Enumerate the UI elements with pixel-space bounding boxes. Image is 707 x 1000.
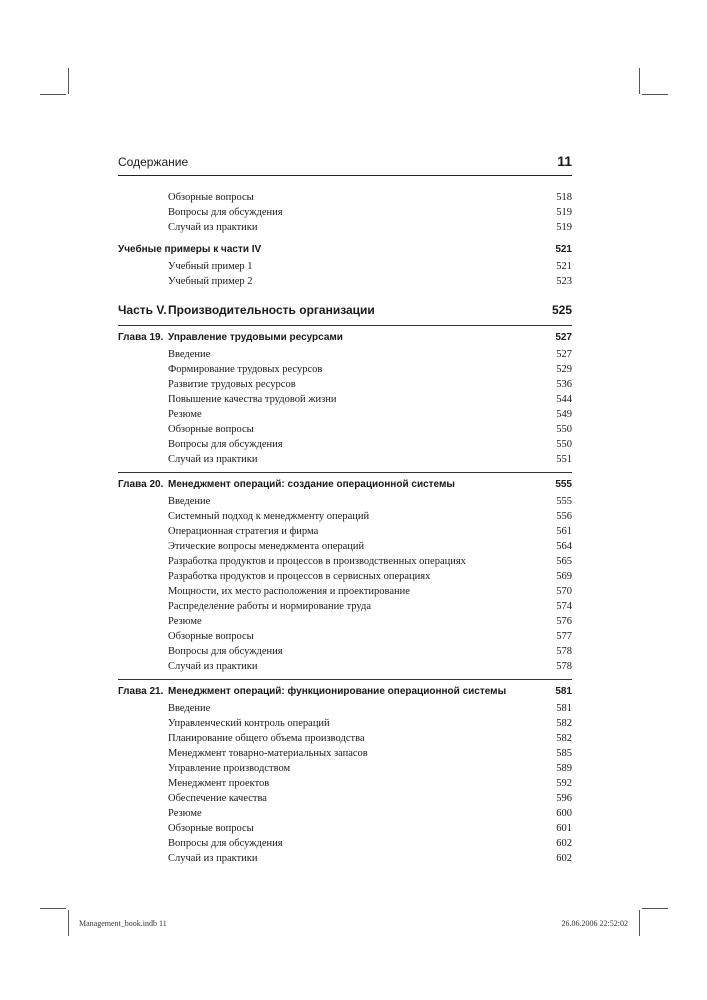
entry-page: 523 [556, 276, 572, 287]
part-page: 525 [551, 303, 572, 317]
entry-title: Резюме [168, 409, 202, 420]
toc-entry[interactable] [118, 644, 572, 659]
toc-entry[interactable] [118, 851, 572, 866]
chapter-heading[interactable] [118, 683, 572, 701]
toc-entry[interactable] [118, 274, 572, 289]
entry-title: Случай из практики [168, 454, 258, 465]
entry-page: 550 [556, 439, 572, 450]
entry-page: 602 [556, 838, 572, 849]
entry-title: Управление производством [168, 763, 291, 774]
running-header [118, 153, 572, 173]
entry-title: Введение [168, 703, 211, 714]
header-page-number: 11 [557, 153, 572, 169]
chapter-heading[interactable] [118, 329, 572, 347]
entry-page: 536 [556, 379, 572, 390]
toc-entry[interactable] [118, 821, 572, 836]
entry-title: Развитие трудовых ресурсов [168, 379, 296, 390]
entry-title: Менеджмент товарно-материальных запасов [168, 748, 368, 759]
toc-entry[interactable] [118, 205, 572, 220]
chapter-page: 581 [555, 686, 572, 697]
header-title: Содержание [118, 155, 189, 169]
toc-entry[interactable] [118, 377, 572, 392]
entry-page: 578 [556, 661, 572, 672]
entry-page: 549 [556, 409, 572, 420]
crop-mark-bottom-left-h [40, 908, 66, 909]
crop-mark-top-left [68, 68, 69, 94]
crop-mark-top-right [639, 68, 640, 94]
entry-page: 600 [556, 808, 572, 819]
toc-entry[interactable] [118, 746, 572, 761]
entry-title: Учебный пример 2 [168, 276, 253, 287]
entry-page: 564 [556, 541, 572, 552]
entry-title: Распределение работы и нормирование труда [168, 601, 372, 612]
footer-file: Management_book.indb 11 [79, 919, 167, 928]
entry-title: Этические вопросы менеджмента операций [168, 541, 365, 552]
toc-entry[interactable] [118, 701, 572, 716]
entry-title: Системный подход к менеджменту операций [168, 511, 370, 522]
toc-entry[interactable] [118, 554, 572, 569]
toc-entry[interactable] [118, 524, 572, 539]
toc-entry[interactable] [118, 437, 572, 452]
toc-entry[interactable] [118, 836, 572, 851]
entry-page: 565 [556, 556, 572, 567]
toc-entry[interactable] [118, 362, 572, 377]
toc-entry[interactable] [118, 806, 572, 821]
entry-title: Обзорные вопросы [168, 192, 254, 203]
entry-page: 576 [556, 616, 572, 627]
chapter-rule [118, 325, 572, 326]
toc-entry[interactable] [118, 584, 572, 599]
part-heading[interactable] [118, 300, 572, 320]
entry-page: 592 [556, 778, 572, 789]
toc-entry[interactable] [118, 791, 572, 806]
toc-entry[interactable] [118, 220, 572, 235]
toc-entry[interactable] [118, 629, 572, 644]
toc-entry[interactable] [118, 347, 572, 362]
entry-title: Вопросы для обсуждения [168, 207, 283, 218]
toc-entry[interactable] [118, 422, 572, 437]
crop-mark-bottom-left [68, 910, 69, 936]
toc-entry[interactable] [118, 494, 572, 509]
toc-entry[interactable] [118, 731, 572, 746]
chapter-prefix: Глава 19. [118, 332, 164, 343]
entry-title: Случай из практики [168, 853, 258, 864]
entry-page: 550 [556, 424, 572, 435]
section-page: 521 [555, 244, 572, 255]
entry-page: 518 [556, 192, 572, 203]
entry-title: Учебный пример 1 [168, 261, 253, 272]
toc-entry[interactable] [118, 569, 572, 584]
entry-title: Обеспечение качества [168, 793, 267, 804]
toc-entry[interactable] [118, 659, 572, 674]
chapter-prefix: Глава 21. [118, 686, 164, 697]
entry-title: Разработка продуктов и процессов в производственных операциях [168, 556, 466, 567]
entry-page: 519 [556, 222, 572, 233]
crop-mark-top-left-h [40, 94, 66, 95]
toc-entry[interactable] [118, 761, 572, 776]
chapter-page: 527 [555, 332, 572, 343]
entry-title: Случай из практики [168, 661, 258, 672]
chapter-rule [118, 679, 572, 680]
entry-title: Формирование трудовых ресурсов [168, 364, 323, 375]
entry-page: 555 [556, 496, 572, 507]
entry-title: Обзорные вопросы [168, 631, 254, 642]
chapter-title: Управление трудовыми ресурсами [168, 332, 343, 343]
chapter-prefix: Глава 20. [118, 479, 164, 490]
crop-mark-top-right-h [642, 94, 668, 95]
entry-title: Вопросы для обсуждения [168, 646, 283, 657]
entry-page: 556 [556, 511, 572, 522]
chapter-heading[interactable] [118, 476, 572, 494]
entry-page: 527 [556, 349, 572, 360]
entry-title: Обзорные вопросы [168, 823, 254, 834]
entry-title: Вопросы для обсуждения [168, 439, 283, 450]
table-of-contents [118, 190, 572, 866]
entry-page: 574 [556, 601, 572, 612]
toc-entry[interactable] [118, 190, 572, 205]
toc-entry[interactable] [118, 259, 572, 274]
entry-page: 551 [556, 454, 572, 465]
chapter-title: Менеджмент операций: функционирование операционной системы [168, 686, 507, 697]
entry-title: Введение [168, 349, 211, 360]
toc-entry[interactable] [118, 407, 572, 422]
entry-title: Резюме [168, 616, 202, 627]
toc-entry[interactable] [118, 776, 572, 791]
entry-page: 577 [556, 631, 572, 642]
entry-title: Повышение качества трудовой жизни [168, 394, 337, 405]
entry-page: 561 [556, 526, 572, 537]
entry-page: 582 [556, 733, 572, 744]
entry-title: Менеджмент проектов [168, 778, 270, 789]
entry-page: 521 [556, 261, 572, 272]
header-rule [118, 175, 572, 176]
toc-entry[interactable] [118, 509, 572, 524]
entry-page: 582 [556, 718, 572, 729]
entry-page: 601 [556, 823, 572, 834]
entry-title: Введение [168, 496, 211, 507]
crop-mark-bottom-right [639, 910, 640, 936]
toc-entry[interactable] [118, 392, 572, 407]
footer-timestamp: 26.06.2006 22:52:02 [561, 919, 628, 928]
section-title: Учебные примеры к части IV [118, 244, 262, 255]
toc-entry[interactable] [118, 716, 572, 731]
toc-entry[interactable] [118, 539, 572, 554]
entry-title: Планирование общего объема производства [168, 733, 365, 744]
entry-page: 589 [556, 763, 572, 774]
entry-page: 602 [556, 853, 572, 864]
entry-page: 519 [556, 207, 572, 218]
section-heading[interactable] [118, 241, 572, 259]
toc-entry[interactable] [118, 452, 572, 467]
entry-page: 596 [556, 793, 572, 804]
entry-page: 570 [556, 586, 572, 597]
entry-page: 585 [556, 748, 572, 759]
toc-entry[interactable] [118, 614, 572, 629]
entry-title: Управленческий контроль операций [168, 718, 330, 729]
entry-title: Операционная стратегия и фирма [168, 526, 319, 537]
chapter-title: Менеджмент операций: создание операционной системы [168, 479, 455, 490]
entry-title: Обзорные вопросы [168, 424, 254, 435]
chapter-rule [118, 472, 572, 473]
entry-title: Вопросы для обсуждения [168, 838, 283, 849]
entry-title: Мощности, их место расположения и проектирование [168, 586, 410, 597]
entry-title: Разработка продуктов и процессов в сервисных операциях [168, 571, 431, 582]
entry-page: 581 [556, 703, 572, 714]
entry-page: 529 [556, 364, 572, 375]
entry-page: 569 [556, 571, 572, 582]
crop-mark-bottom-right-h [642, 908, 668, 909]
entry-page: 544 [556, 394, 572, 405]
entry-page: 578 [556, 646, 572, 657]
entry-title: Случай из практики [168, 222, 258, 233]
chapter-list [118, 325, 572, 866]
part-title: Производительность организации [168, 303, 375, 317]
part-prefix: Часть V. [118, 303, 167, 317]
chapter-page: 555 [555, 479, 572, 490]
toc-entry[interactable] [118, 599, 572, 614]
entry-title: Резюме [168, 808, 202, 819]
